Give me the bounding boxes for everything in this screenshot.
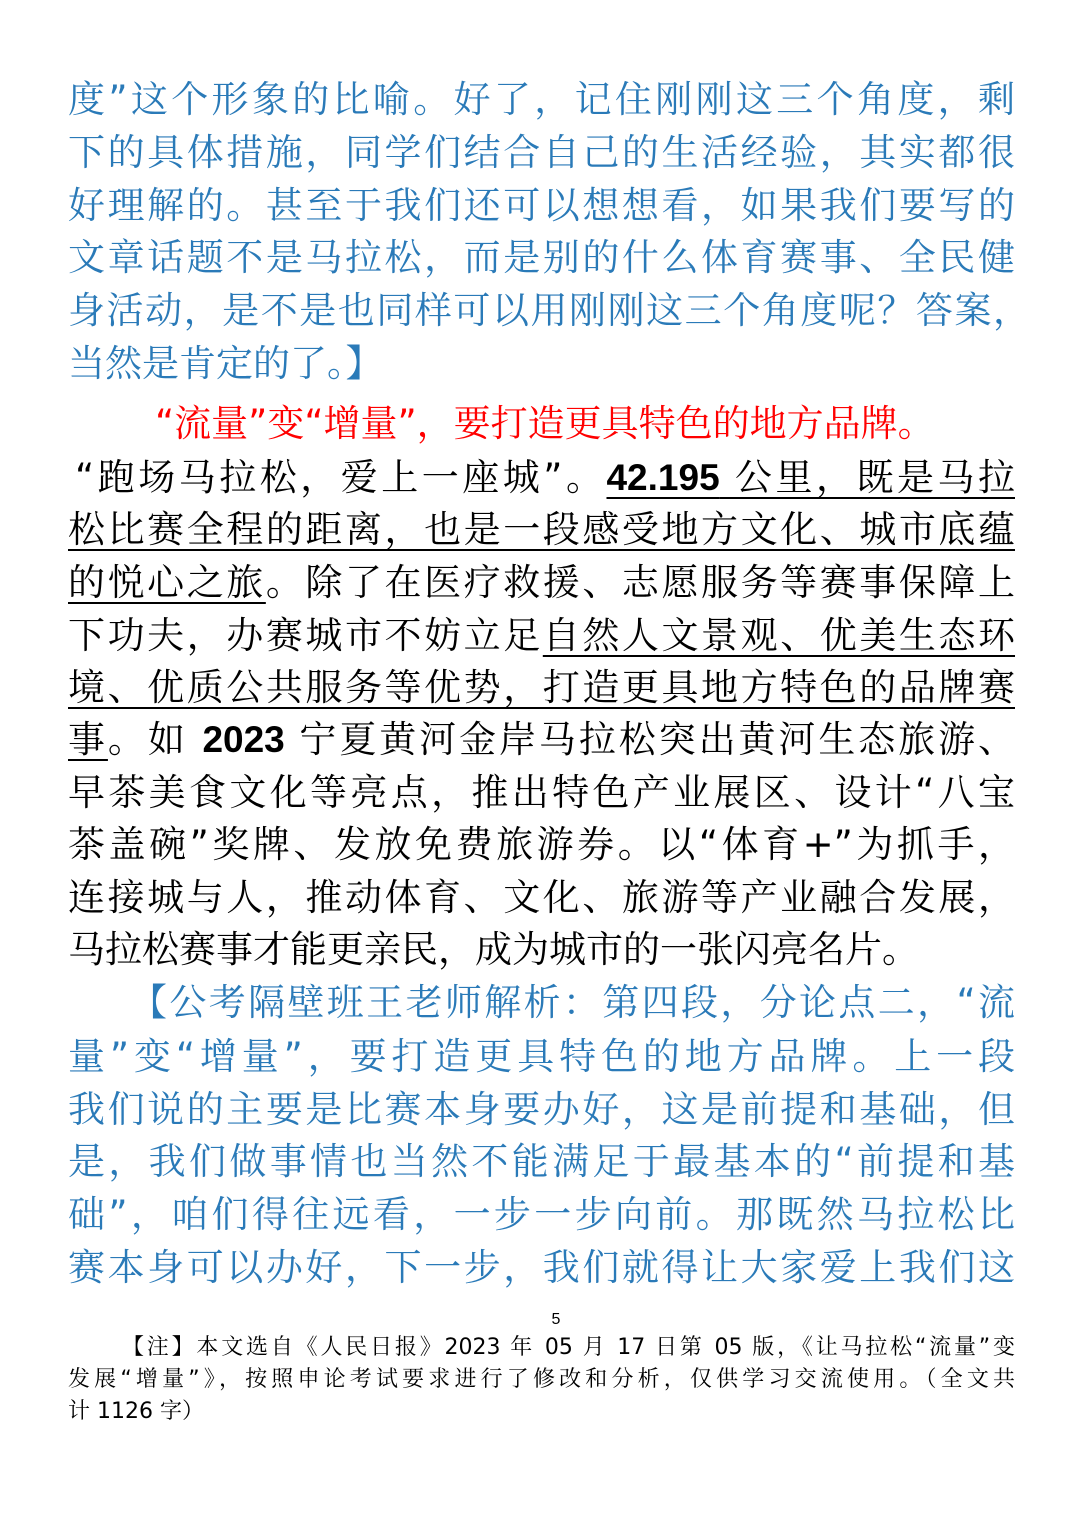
page-number: 5 [551, 1311, 561, 1328]
analysis-top-line: 身活动，是不是也同样可以用刚刚这三个角度呢？答案， [68, 289, 1030, 332]
analysis-top-line: 当然是肯定的了。】 [68, 342, 383, 385]
distance-number: 42.195 [606, 457, 720, 498]
body-text-underlined: 事 [68, 718, 108, 761]
analysis-bottom-line: 我们说的主要是比赛本身要办好，这是前提和基础，但 [68, 1088, 1015, 1131]
footnote-line: 【注】本文选自《人民日报》2023 年 05 月 17 日第 05 版，《让马拉松“流量”变 [122, 1335, 1015, 1360]
body-text-underlined: 自然人文景观、优美生态环 [542, 614, 1016, 657]
body-line: 早茶美食文化等亮点，推出特色产业展区、设计“八宝 [68, 771, 1015, 814]
body-line [68, 557, 1015, 609]
body-line [75, 452, 1015, 504]
body-text-underlined: 的悦心之旅 [68, 561, 266, 604]
body-text: 。如 [107, 718, 203, 761]
body-line [68, 504, 1015, 556]
body-line: 茶盖碗”奖牌、发放免费旅游券。以“体育+”为抓手， [68, 823, 1015, 866]
body-line: 连接城与人，推动体育、文化、旅游等产业融合发展， [68, 876, 1015, 919]
analysis-bottom-line: 【公考隔壁班王老师解析：第四段，分论点二，“流 [130, 981, 1015, 1024]
body-text-underlined: 松比赛全程的距离，也是一段感受地方文化、城市底蕴 [68, 508, 1015, 551]
body-text: 。除了在医疗救援、志愿服务等赛事保障上 [265, 561, 1016, 604]
analysis-bottom-line: 赛本身可以办好，下一步，我们就得让大家爱上我们这 [68, 1246, 1015, 1289]
analysis-top-line: 好理解的。甚至于我们还可以想想看，如果我们要写的 [68, 184, 1015, 227]
body-text: 下功夫，办赛城市不妨立足 [68, 614, 543, 657]
body-line [68, 714, 1015, 766]
body-text: “跑场马拉松，爱上一座城”。 [75, 456, 607, 499]
analysis-bottom-line: 础”，咱们得往远看，一步一步向前。那既然马拉松比 [68, 1193, 1015, 1236]
analysis-bottom-line: 量”变“增量”，要打造更具特色的地方品牌。上一段 [68, 1035, 1015, 1078]
body-line [68, 610, 1015, 662]
analysis-top-line: 下的具体措施，同学们结合自己的生活经验，其实都很 [68, 131, 1015, 174]
body-text: 宁夏黄河金岸马拉松突出黄河生态旅游、 [284, 718, 1016, 761]
body-line: 马拉松赛事才能更亲民，成为城市的一张闪亮名片。 [68, 928, 919, 971]
analysis-bottom-line: 是，我们做事情也当然不能满足于最基本的“前提和基 [68, 1140, 1015, 1183]
analysis-top-line: 度”这个形象的比喻。好了，记住刚刚这三个角度，剩 [68, 78, 1015, 121]
footnote-line: 发展“增量”》，按照申论考试要求进行了修改和分析，仅供学习交流使用。（全文共 [68, 1367, 1015, 1392]
year-number: 2023 [202, 719, 285, 760]
body-text-underlined: 公里，既是马拉 [719, 456, 1015, 499]
body-line [68, 662, 1015, 714]
section-heading: “流量”变“增量”，要打造更具特色的地方品牌。 [155, 402, 935, 445]
analysis-top-line: 文章话题不是马拉松，而是别的什么体育赛事、全民健 [68, 236, 1015, 279]
footnote-line: 计 1126 字） [68, 1399, 204, 1424]
body-text-underlined: 境、优质公共服务等优势，打造更具地方特色的品牌赛 [68, 666, 1015, 709]
